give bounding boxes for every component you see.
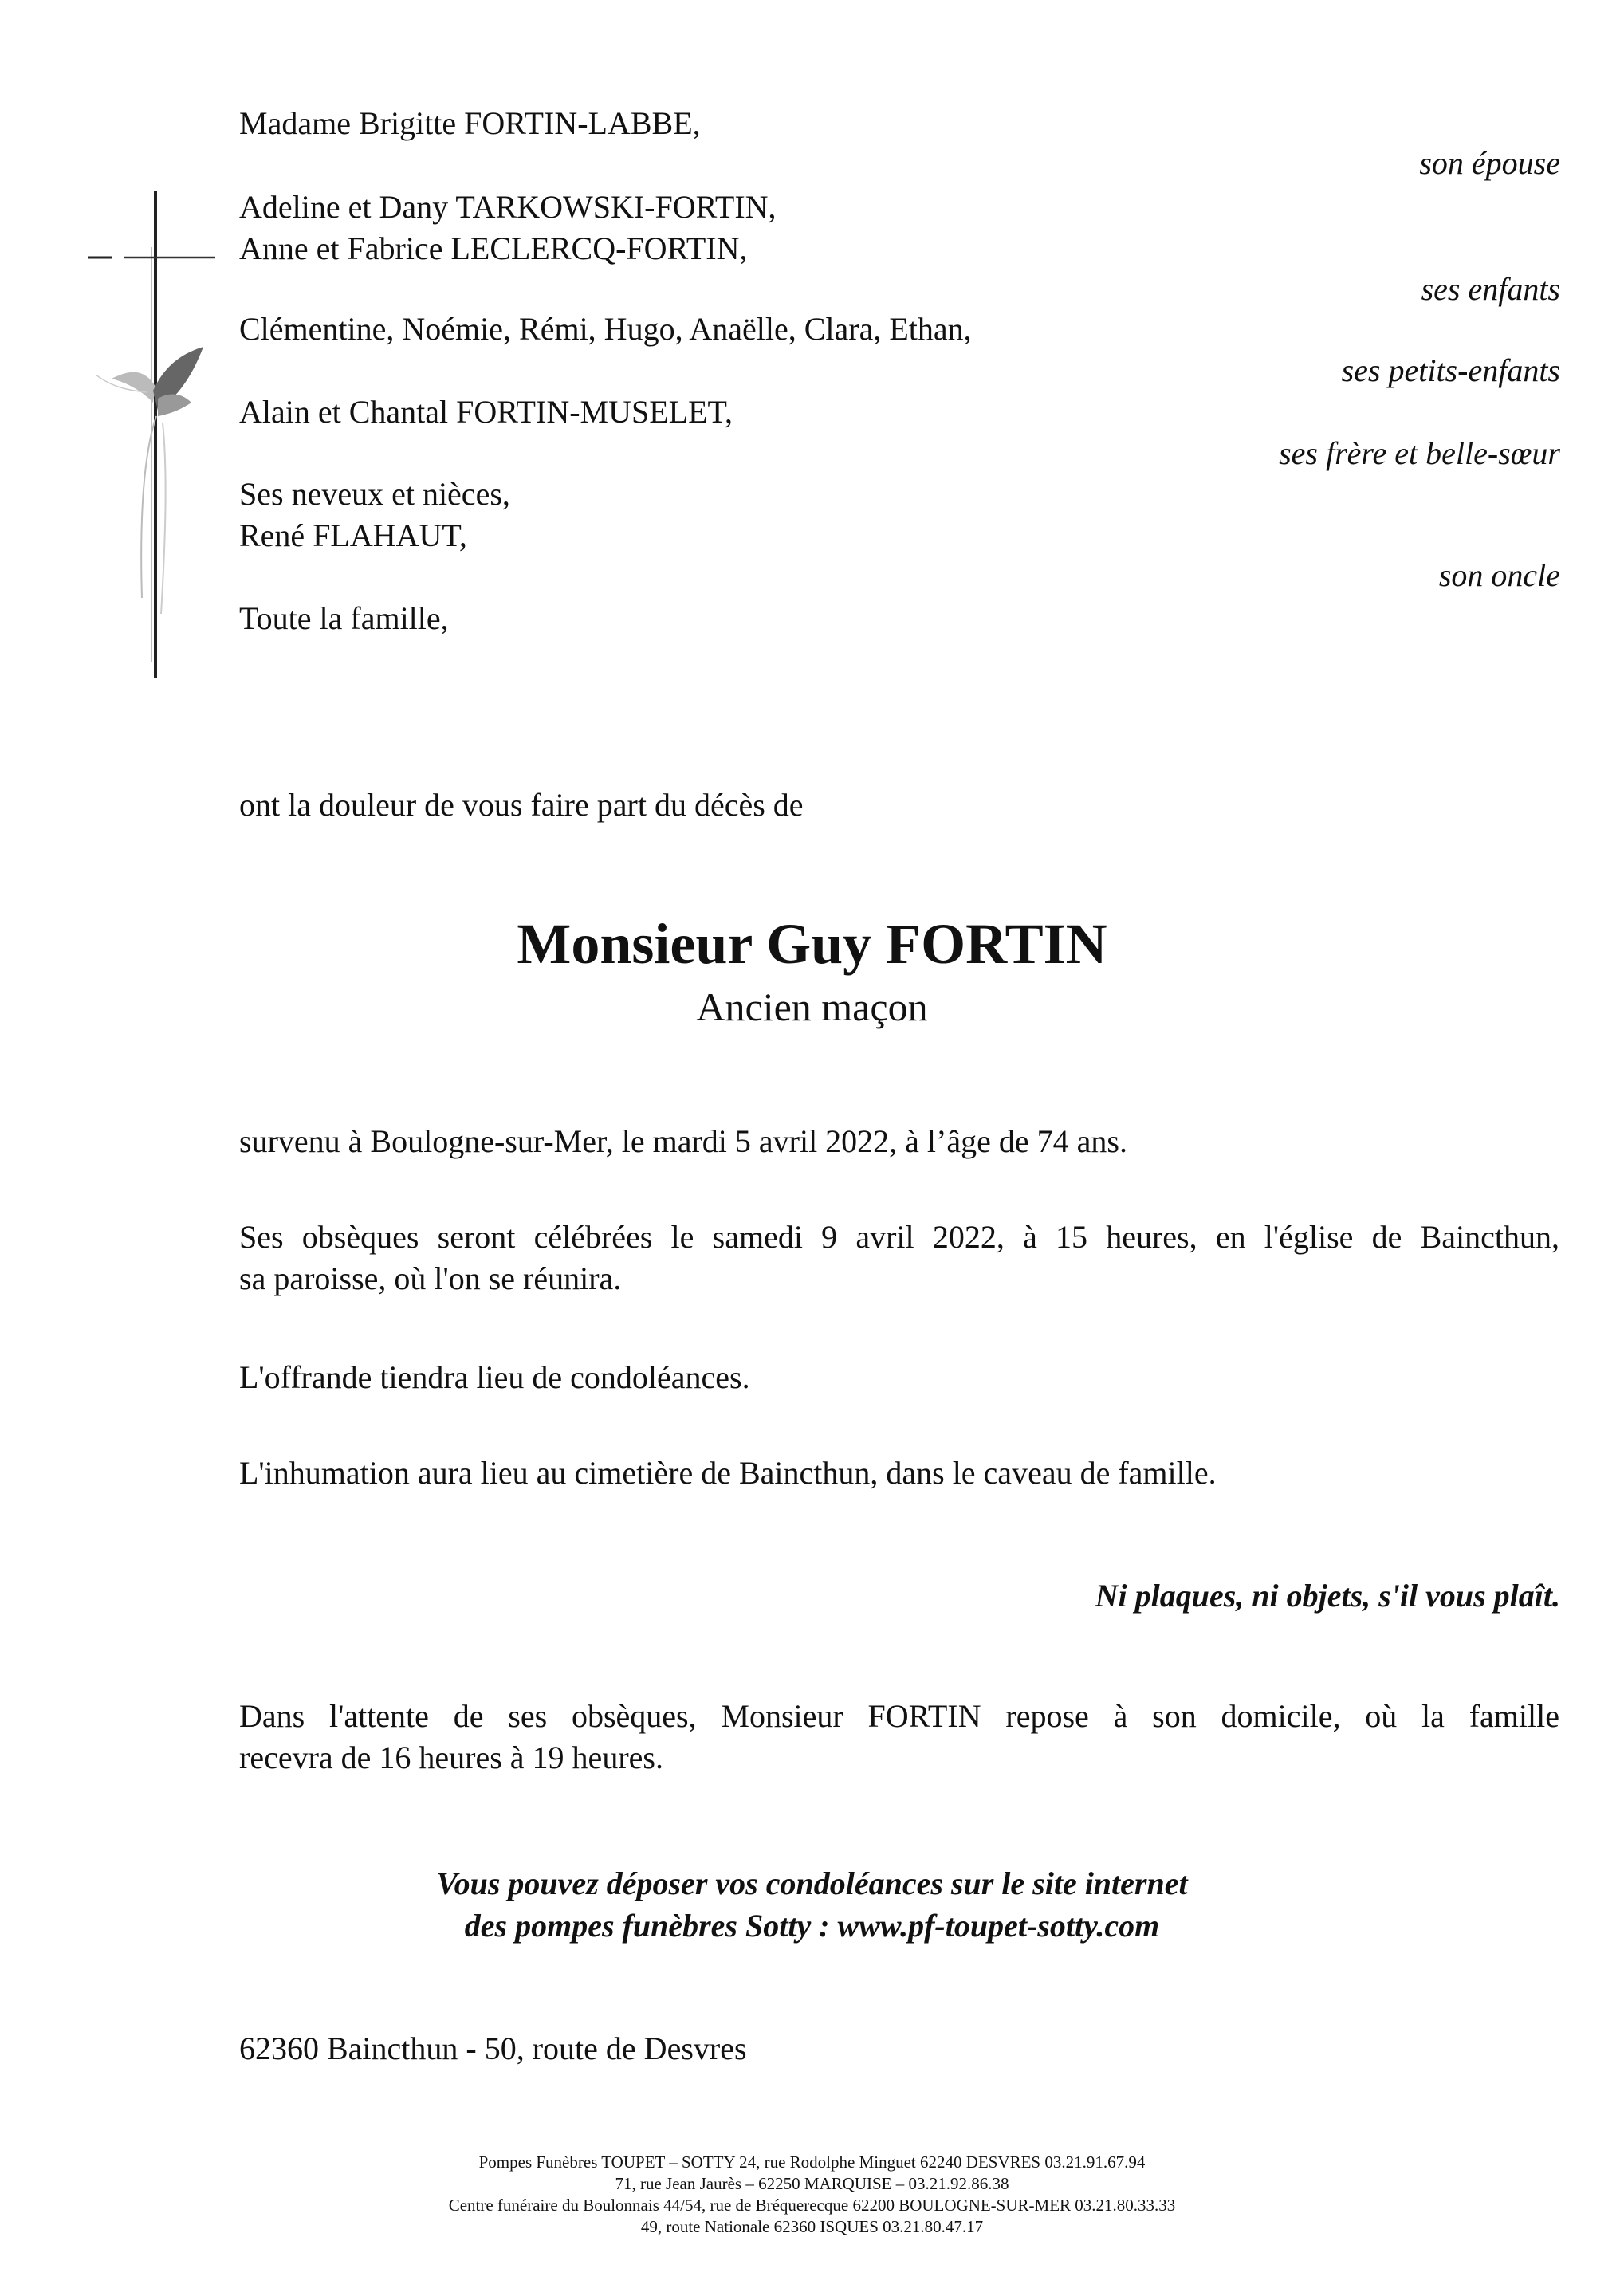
grandchildren-relation: ses petits-enfants [1341, 352, 1560, 388]
spouse-relation: son épouse [1419, 145, 1560, 181]
nephews-nieces: Ses neveux et nièces, [239, 476, 510, 512]
footer-line-1: Pompes Funèbres TOUPET – SOTTY 24, rue Rodolphe Minguet 62240 DESVRES 03.21.91.67.94 [478, 2152, 1146, 2172]
footer-line-4: 49, route Nationale 62360 ISQUES 03.21.80.47.17 [640, 2217, 984, 2236]
whole-family: Toute la famille, [239, 600, 449, 636]
spouse-name: Madame Brigitte FORTIN-LABBE, [239, 105, 701, 141]
uncle-name: René FLAHAUT, [239, 517, 467, 553]
funeral-line-1: Ses obsèques seront célébrées le samedi 9 avril 2022, à 15 heures, en l'église de Baincthun, [239, 1219, 1559, 1255]
condolences-line-2: des pompes funèbres Sotty : www.pf-toupet-sotty.com [464, 1908, 1160, 1944]
child-2: Anne et Fabrice LECLERCQ-FORTIN, [239, 230, 748, 266]
visitation-line-2: recevra de 16 heures à 19 heures. [239, 1740, 663, 1775]
burial-note: L'inhumation aura lieu au cimetière de Baincthun, dans le caveau de famille. [239, 1455, 1217, 1491]
cross-lily-icon [64, 183, 223, 694]
funeral-line-2: sa paroisse, où l'on se réunira. [239, 1260, 622, 1296]
condolences-line-1: Vous pouvez déposer vos condoléances sur le site internet [436, 1866, 1188, 1901]
death-details: survenu à Boulogne-sur-Mer, le mardi 5 avril 2022, à l’âge de 74 ans. [239, 1123, 1127, 1159]
announcement: ont la douleur de vous faire part du décès de [239, 787, 804, 823]
children-relation: ses enfants [1421, 271, 1560, 307]
siblings-relation: ses frère et belle-sœur [1279, 435, 1560, 471]
grandchildren: Clémentine, Noémie, Rémi, Hugo, Anaëlle, Clara, Ethan, [239, 311, 972, 347]
footer-line-2: 71, rue Jean Jaurès – 62250 MARQUISE – 03.21.92.86.38 [615, 2174, 1009, 2193]
deceased-name: Monsieur Guy FORTIN [517, 912, 1107, 976]
siblings: Alain et Chantal FORTIN-MUSELET, [239, 394, 733, 430]
footer-line-3: Centre funéraire du Boulonnais 44/54, rue de Bréquerecque 62200 BOULOGNE-SUR-MER 03.21.80.33.33 [448, 2196, 1176, 2215]
home-address: 62360 Baincthun - 50, route de Desvres [239, 2031, 747, 2066]
uncle-relation: son oncle [1438, 557, 1560, 593]
offering-note: L'offrande tiendra lieu de condoléances. [239, 1359, 750, 1395]
no-flowers-note: Ni plaques, ni objets, s'il vous plaît. [1095, 1578, 1560, 1614]
child-1: Adeline et Dany TARKOWSKI-FORTIN, [239, 189, 777, 225]
visitation-line-1: Dans l'attente de ses obsèques, Monsieur FORTIN repose à son domicile, où la famille [239, 1698, 1559, 1734]
deceased-occupation: Ancien maçon [696, 985, 928, 1029]
